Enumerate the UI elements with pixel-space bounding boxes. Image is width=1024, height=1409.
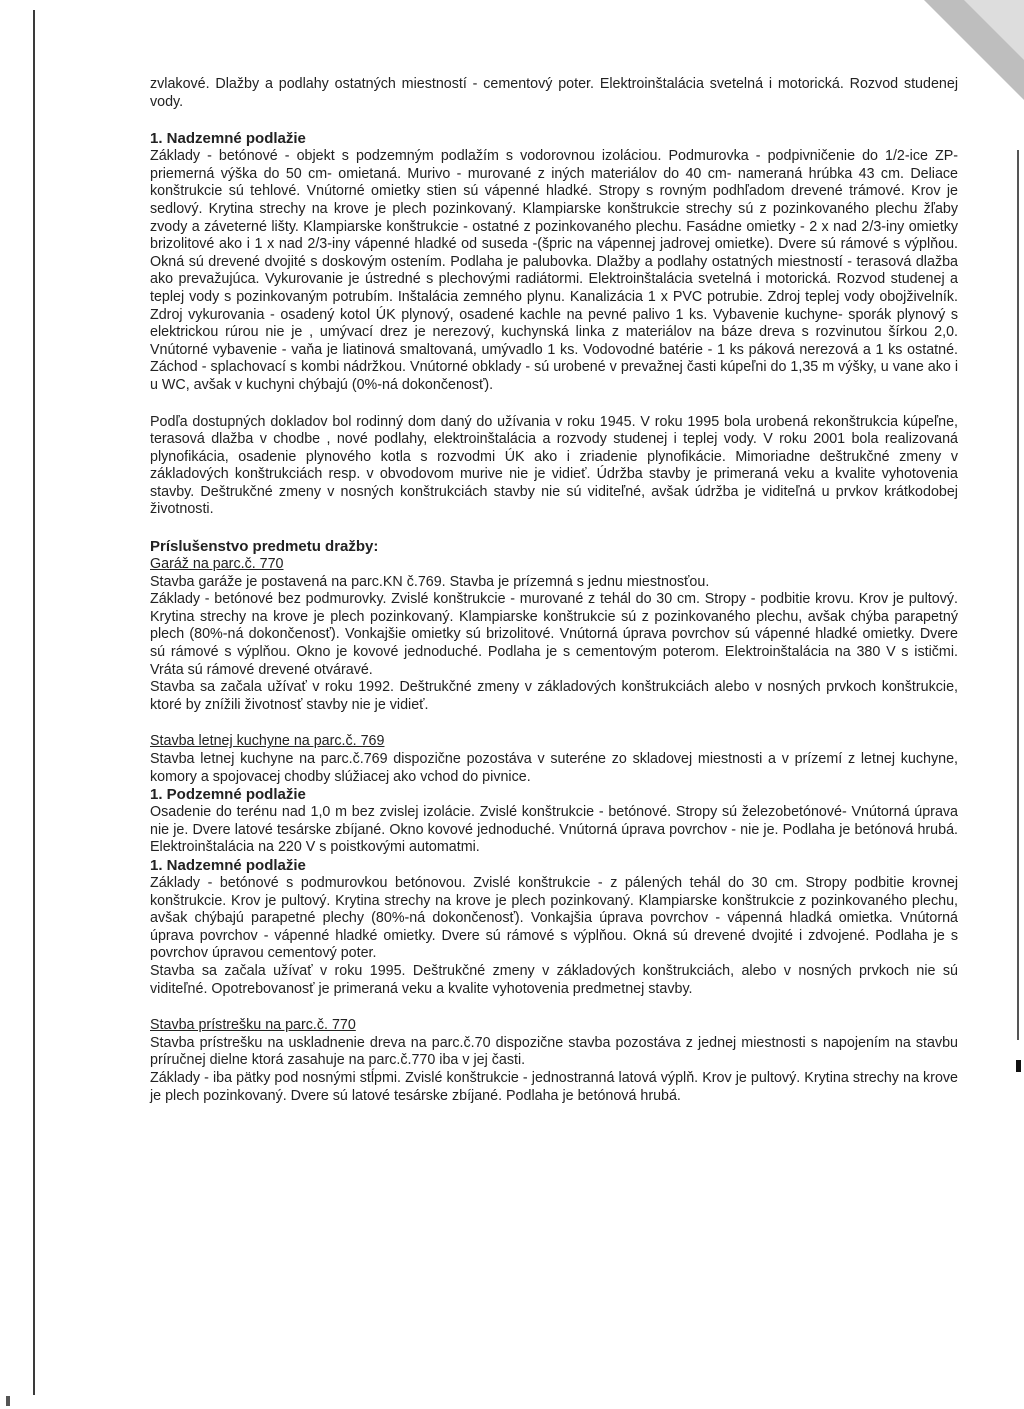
- section-heading-ground-floor: 1. Nadzemné podlažie: [150, 130, 306, 148]
- document-body: [150, 76, 958, 1105]
- garage-title: Garáž na parc.č. 770: [150, 556, 284, 573]
- ground-floor-paragraph: Základy - betónové - objekt s podzemným podlažím s vodorovnou izoláciou. Podmurovka - podpivničenie do 1/2-ice ZP- priemerná výška do 50 cm- omietaná. Murivo - murované z iných materiálov do 40 cm- nameraná hrúbka 43 cm. Deliace konštrukcie sú tehlové. Vnútorné omietky stien sú vápenné hladké. Stropy s rovným podhľadom drevené trámové. Krov je sedlový. Krytina strechy na krove je plech pozinkovaný. Klampiarske konštrukcie strechy sú z pozinkovaného plechu žľaby zvody a záveterné lišty. Klampiarske konštrukcie - ostatné z pozinkovaného plechu. Fasádne omietky - 2 x nad 2/3-iny omietky brizolitové ako i 1 x nad 2/3-iny vápenné hladké od suseda -(špric na vápennej jadrovej omietke). Dvere sú rámové s výplňou. Okná sú drevené dvojité s doskovým ostením. Podlaha je palubovka. Dlažby a podlahy ostatných miestností - terasová dlažba ako prevažujúca. Vykurovanie je ústredné s plechovými radiátormi. Elektroinštalácia svetelná i motorická. Rozvod studenej a teplej vody s pozinkovaným potrubím. Inštalácia zemného plynu. Kanalizácia 1 x PVC potrubie. Zdroj teplej vody obojživelník. Zdroj vykurovania - osadený kotol ÚK plynový, osadené kachle na pevné palivo 1 ks. Vybavenie kuchyne- sporák plynový s elektrickou rúrou nie je , umývací drez je nerezový, kuchynská linka z materiálov na báze dreva s rozvinutou šírkou 2,0. Vnútorné vybavenie - vaňa je liatinová smaltovaná, umývadlo 1 ks. Vodovodné batérie - 1 ks páková nerezová a 1 ks ostatné. Záchod - splachovací s kombi nádržkou. Vnútorné obklady - sú urobené v prevažnej časti kúpeľni do 1,35 m výšky, u vane ako i u WC, avšak v kuchyni chýbajú (0%-ná dokončenosť).: [150, 148, 958, 393]
- garage-paragraph: Stavba garáže je postavená na parc.KN č.769. Stavba je prízemná s jednu miestnosťou. Základy - betónové bez podmurovky. Zvislé konštrukcie - murované z tehál do 30 cm. Stropy - podbitie krovu. Krov je pultový. Krytina strechy na krove je plech pozinkovaný. Klampiarske konštrukcie sú z pozinkovaného plechu, avšak chýba parapetný plech (80%-ná dokončenosť). Vonkajšie omietky sú brizolitové. Vnútorná úprava povrchov sú vápenné hladké omietky. Dvere sú rámové s výplňou. Okno je kovové jednoduché. Podlaha je s cementovým poterom. Elektroinštalácia na 380 V s ističmi. Vráta sú rámové drevené otváravé. Stavba sa začala užívať v roku 1992. Deštrukčné zmeny v základových konštrukciách alebo v nosných prvkoch konštrukcie, ktoré by znížili životnosť stavby nie je vidieť.: [150, 573, 958, 713]
- shelter-paragraph: Stavba prístrešku na uskladnenie dreva na parc.č.70 dispozične stavba pozostáva z jednej miestnosti s napojením na stavbu príručnej dielne ktorá zasahuje na parc.č.770 iba v jej časti. Základy - iba pätky pod nosnými stĺpmi. Zvislé konštrukcie - jednostranná latová výplň. Krov je pultový. Krytina strechy na krove je plech pozinkovaný. Dvere sú latové tesárske zbíjané. Podlaha je betónová hrubá.: [150, 1034, 958, 1104]
- page-corner-fold: [964, 0, 1024, 60]
- history-paragraph: Podľa dostupných dokladov bol rodinný dom daný do užívania v roku 1945. V roku 1995 bola urobená rekonštrukcia kúpeľne, terasová dlažba v chodbe , nové podlahy, elektroinštalácia a rozvody studenej i teplej vody. V roku 2001 bola realizovaná plynofikácia, osadenie plynového kotla s rozvodmi ÚK ako i zriadenie plynofikácie. Mimoriadne deštrukčné zmeny v základových konštrukciách resp. v obvodovom murive nie je vidieť. Údržba stavby je primeraná veku a kvalite vyhotovenia stavby. Deštrukčné zmeny v nosných konštrukciách stavby nie sú viditeľné, avšak údržba je viditeľná u prvkov krátkodobej životnosti.: [150, 413, 958, 518]
- shelter-title: Stavba prístrešku na parc.č. 770: [150, 1017, 356, 1034]
- summer-kitchen-basement-paragraph: Osadenie do terénu nad 1,0 m bez zvislej izolácie. Zvislé konštrukcie - betónové. Stropy sú železobetónové- Vnútorná úprava nie je. Dvere latové tesárske zbíjané. Okno kovové jednoduché. Vnútorná úprava povrchov - nie je. Podlaha je betónová hrubá. Elektroinštalácia na 220 V s poistkovými automatmi.: [150, 804, 958, 856]
- accessories-heading: Príslušenstvo predmetu dražby:: [150, 538, 379, 556]
- summer-kitchen-ground-paragraph: Základy - betónové s podmurovkou betónovou. Zvislé konštrukcie - z pálených tehál do 30 cm. Stropy podbitie krovnej konštrukcie. Krov je pultový. Krytina strechy na krove je plech pozinkovaný. Klampiarske konštrukcie z pozinkovaného plechu, avšak chýbajú parapetné plechy (80%-ná dokončenosť). Vonkajšia úprava povrchov - vápenná hladká omietka. Vnútorná úprava povrchov - vápenné hladké omietky. Dvere sú rámové s výplňou. Okná sú drevené dvojité i zdvojené. Podlaha je s povrchov úpravou cementový poter. Stavba sa začala užívať v roku 1995. Deštrukčné zmeny v základových konštrukciách, alebo v nosných prvkoch nie sú viditeľné. Opotrebovanosť je primeraná veku a kvalite vyhotovenia predmetnej stavby.: [150, 874, 958, 997]
- summer-kitchen-intro: Stavba letnej kuchyne na parc.č.769 dispozične pozostáva v suteréne zo skladovej miestnosti a v prízemí z letnej kuchyne, komory a spojovacej chodby slúžiacej ako vchod do pivnice.: [150, 751, 958, 785]
- summer-kitchen-basement-heading: 1. Podzemné podlažie: [150, 786, 306, 804]
- summer-kitchen-ground-heading: 1. Nadzemné podlažie: [150, 856, 306, 874]
- scan-mark-bottom: [6, 1396, 10, 1406]
- scan-edge-left: [33, 10, 35, 1395]
- scan-mark-right: [1016, 1060, 1021, 1072]
- scan-edge-right: [1017, 150, 1019, 1040]
- intro-paragraph: zvlakové. Dlažby a podlahy ostatných miestností - cementový poter. Elektroinštalácia svetelná i motorická. Rozvod studenej vody.: [150, 76, 958, 110]
- summer-kitchen-title: Stavba letnej kuchyne na parc.č. 769: [150, 733, 385, 750]
